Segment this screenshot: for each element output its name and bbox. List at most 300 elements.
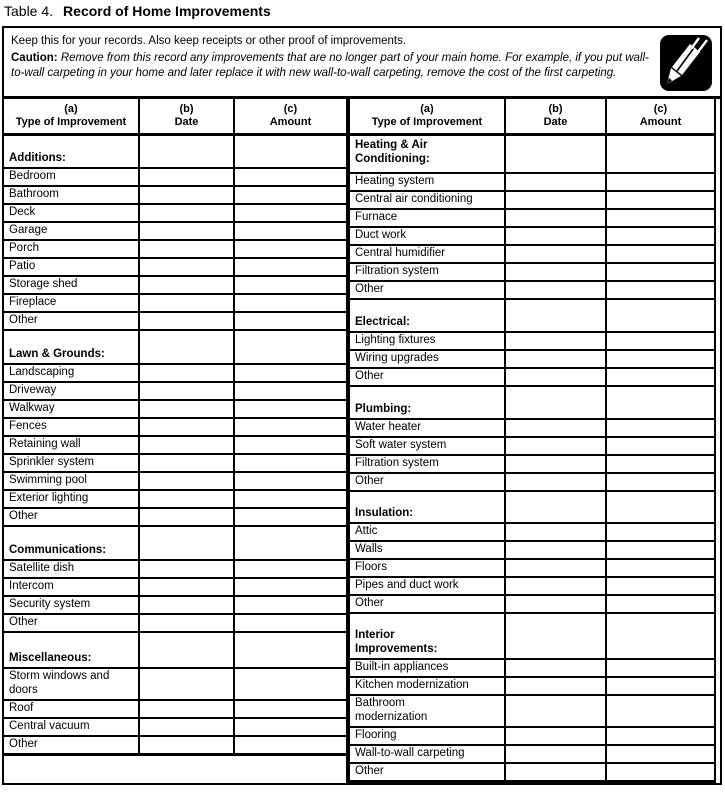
- improvement-label: Wiring upgrades: [355, 352, 439, 364]
- table-row: [350, 728, 716, 746]
- amount-blank-field: [607, 210, 716, 226]
- improvement-label-cell: [350, 174, 506, 190]
- amount-blank-field: [235, 509, 346, 525]
- date-blank-field: [140, 633, 235, 667]
- improvement-label: Landscaping: [9, 366, 75, 378]
- improvement-label: Lighting fixtures: [355, 334, 436, 346]
- table-row: [4, 365, 346, 383]
- amount-blank-field: [607, 492, 716, 522]
- improvement-label: Other: [9, 510, 38, 522]
- date-blank-field: [506, 542, 607, 558]
- amount-blank-field: [607, 282, 716, 298]
- amount-blank-field: [607, 578, 716, 594]
- table-row: [4, 419, 346, 437]
- date-blank-field: [506, 228, 607, 244]
- improvement-label-cell: [4, 701, 140, 717]
- right-column-headers: [350, 99, 716, 136]
- amount-blank-field: [235, 205, 346, 221]
- date-blank-field: [140, 401, 235, 417]
- section-row: [350, 387, 716, 420]
- date-blank-field: [506, 351, 607, 367]
- table-row: [350, 764, 716, 783]
- date-blank-field: [140, 701, 235, 717]
- amount-blank-field: [235, 527, 346, 559]
- date-blank-field: [506, 387, 607, 418]
- date-blank-field: [140, 737, 235, 753]
- improvement-label-cell: [4, 223, 140, 239]
- improvement-label: Satellite dish: [9, 562, 75, 574]
- keep-records-note: Keep this for your records. Also keep receipts or other proof of improvements.: [11, 35, 407, 47]
- date-blank-field: [140, 331, 235, 363]
- column-header-row: [4, 99, 720, 136]
- amount-blank-field: [235, 313, 346, 329]
- date-blank-field: [140, 473, 235, 489]
- improvement-label: Deck: [9, 206, 36, 218]
- section-row: [350, 300, 716, 333]
- table-row: [4, 259, 346, 277]
- category-label: Miscellaneous:: [9, 652, 92, 664]
- improvement-label-cell: [350, 578, 506, 594]
- category-label-cell: [350, 136, 506, 172]
- amount-blank-field: [607, 596, 716, 612]
- category-label-cell: [350, 300, 506, 331]
- date-blank-field: [506, 174, 607, 190]
- amount-blank-field: [235, 295, 346, 311]
- date-blank-field: [506, 264, 607, 280]
- improvement-label: Driveway: [9, 384, 57, 396]
- pencil-recordkeeping-icon: [660, 35, 712, 96]
- amount-blank-field: [235, 419, 346, 435]
- amount-blank-field: [235, 719, 346, 735]
- improvement-label: Filtration system: [355, 265, 439, 277]
- table-row: [4, 455, 346, 473]
- date-blank-field: [506, 210, 607, 226]
- improvement-label-cell: [350, 678, 506, 694]
- date-blank-field: [506, 246, 607, 262]
- amount-blank-field: [235, 365, 346, 381]
- amount-blank-field: [607, 764, 716, 780]
- table-row: [4, 313, 346, 331]
- improvement-label-cell: [350, 228, 506, 244]
- date-blank-field: [506, 764, 607, 780]
- date-blank-field: [506, 136, 607, 172]
- improvement-label: Sprinkler system: [9, 456, 94, 468]
- improvement-label: Exterior lighting: [9, 492, 89, 504]
- improvement-label-cell: [350, 524, 506, 540]
- date-blank-field: [506, 614, 607, 658]
- date-blank-field: [506, 333, 607, 349]
- amount-blank-field: [235, 455, 346, 471]
- date-blank-field: [506, 420, 607, 436]
- amount-blank-field: [607, 369, 716, 385]
- date-blank-field: [506, 578, 607, 594]
- amount-blank-field: [607, 438, 716, 454]
- instructions-text: [11, 34, 660, 82]
- date-blank-field: [140, 597, 235, 613]
- improvement-label-cell: [4, 277, 140, 293]
- table-outer-border: [2, 26, 722, 785]
- improvement-label-cell: [350, 596, 506, 612]
- table-row: [350, 578, 716, 596]
- date-blank-field: [140, 615, 235, 631]
- improvement-label-cell: [4, 205, 140, 221]
- category-label: Electrical:: [355, 316, 410, 328]
- amount-blank-field: [235, 277, 346, 293]
- category-label-cell: [4, 331, 140, 363]
- table-row: [350, 696, 716, 728]
- table-row: [350, 264, 716, 282]
- col-header-amount-right: [607, 99, 716, 133]
- amount-blank-field: [607, 136, 716, 172]
- improvement-label: Attic: [355, 525, 378, 537]
- improvement-label-cell: [4, 561, 140, 577]
- improvement-label-cell: [4, 509, 140, 525]
- date-blank-field: [506, 524, 607, 540]
- col-label-amount: Amount: [639, 116, 682, 128]
- amount-blank-field: [607, 228, 716, 244]
- improvement-label-cell: [350, 282, 506, 298]
- col-header-type-right: [350, 99, 506, 133]
- amount-blank-field: [607, 660, 716, 676]
- date-blank-field: [506, 492, 607, 522]
- left-column-headers: [4, 99, 346, 136]
- improvement-label-cell: [4, 491, 140, 507]
- improvement-label: Duct work: [355, 229, 407, 241]
- amount-blank-field: [607, 333, 716, 349]
- date-blank-field: [506, 560, 607, 576]
- improvement-label: Water heater: [355, 421, 422, 433]
- date-blank-field: [140, 223, 235, 239]
- amount-blank-field: [607, 456, 716, 472]
- improvement-label: Fences: [9, 420, 47, 432]
- table-row: [4, 491, 346, 509]
- improvement-label-cell: [350, 351, 506, 367]
- col-header-type-left: [4, 99, 140, 133]
- amount-blank-field: [607, 387, 716, 418]
- improvement-label-cell: [4, 313, 140, 329]
- improvement-label: Heating system: [355, 175, 435, 187]
- improvement-label-cell: [4, 169, 140, 185]
- section-row: [350, 136, 716, 174]
- improvement-label-cell: [4, 295, 140, 311]
- amount-blank-field: [235, 169, 346, 185]
- table-row: [4, 169, 346, 187]
- amount-blank-field: [235, 331, 346, 363]
- table-row: [4, 701, 346, 719]
- amount-blank-field: [235, 701, 346, 717]
- amount-blank-field: [235, 241, 346, 257]
- category-label: Heating & Air Conditioning:: [355, 139, 430, 165]
- date-blank-field: [506, 300, 607, 331]
- col-tag-c: (c): [283, 103, 298, 115]
- amount-blank-field: [235, 187, 346, 203]
- table-row: [350, 174, 716, 192]
- improvement-label-cell: [4, 259, 140, 275]
- improvement-label-cell: [350, 333, 506, 349]
- improvement-label-cell: [4, 579, 140, 595]
- date-blank-field: [140, 455, 235, 471]
- amount-blank-field: [607, 264, 716, 280]
- table-row: [4, 669, 346, 701]
- amount-blank-field: [607, 678, 716, 694]
- table-row: [4, 187, 346, 205]
- improvement-label: Other: [9, 314, 38, 326]
- right-improvements-table: [350, 136, 716, 783]
- table-row: [4, 205, 346, 223]
- category-label: Plumbing:: [355, 403, 412, 415]
- section-row: [4, 527, 346, 561]
- amount-blank-field: [235, 437, 346, 453]
- improvement-label: Other: [9, 738, 38, 750]
- table-row: [4, 223, 346, 241]
- table-row: [4, 719, 346, 737]
- improvement-label: Walkway: [9, 402, 55, 414]
- date-blank-field: [140, 419, 235, 435]
- amount-blank-field: [235, 669, 346, 699]
- amount-blank-field: [607, 542, 716, 558]
- improvement-label: Filtration system: [355, 457, 439, 469]
- date-blank-field: [506, 696, 607, 726]
- amount-blank-field: [235, 597, 346, 613]
- col-tag-b: (b): [548, 103, 563, 115]
- table-row: [350, 351, 716, 369]
- improvement-label-cell: [350, 192, 506, 208]
- col-header-amount-left: [235, 99, 346, 133]
- improvement-label-cell: [4, 365, 140, 381]
- left-improvements-table: [4, 136, 346, 756]
- improvement-label-cell: [4, 669, 140, 699]
- date-blank-field: [140, 277, 235, 293]
- improvement-label: Bathroom: [9, 188, 59, 200]
- improvement-label: Kitchen modernization: [355, 679, 469, 691]
- improvement-label: Floors: [355, 561, 387, 573]
- improvement-label: Flooring: [355, 729, 397, 741]
- amount-blank-field: [607, 474, 716, 490]
- date-blank-field: [140, 437, 235, 453]
- table-title: [4, 3, 271, 19]
- improvement-label: Bathroom modernization: [355, 697, 428, 723]
- improvement-label: Security system: [9, 598, 91, 610]
- improvement-label: Central vacuum: [9, 720, 90, 732]
- date-blank-field: [506, 746, 607, 762]
- improvement-label-cell: [350, 210, 506, 226]
- table-row: [4, 241, 346, 259]
- table-row: [4, 473, 346, 491]
- date-blank-field: [140, 579, 235, 595]
- amount-blank-field: [607, 728, 716, 744]
- improvement-label: Garage: [9, 224, 48, 236]
- improvement-label-cell: [4, 437, 140, 453]
- improvement-label: Storm windows and doors: [9, 670, 110, 696]
- improvement-label-cell: [350, 246, 506, 262]
- category-label-cell: [350, 614, 506, 658]
- amount-blank-field: [235, 383, 346, 399]
- improvement-label-cell: [350, 542, 506, 558]
- table-row: [350, 524, 716, 542]
- category-label: Lawn & Grounds:: [9, 348, 105, 360]
- table-row: [4, 437, 346, 455]
- section-row: [350, 614, 716, 660]
- table-row: [4, 383, 346, 401]
- table-row: [4, 295, 346, 313]
- improvement-label: Porch: [9, 242, 40, 254]
- date-blank-field: [140, 527, 235, 559]
- date-blank-field: [140, 136, 235, 167]
- date-blank-field: [140, 383, 235, 399]
- date-blank-field: [140, 259, 235, 275]
- improvement-label-cell: [350, 456, 506, 472]
- table-row: [350, 474, 716, 492]
- table-row: [350, 660, 716, 678]
- amount-blank-field: [235, 473, 346, 489]
- improvement-label: Pipes and duct work: [355, 579, 459, 591]
- date-blank-field: [140, 365, 235, 381]
- improvement-label-cell: [350, 369, 506, 385]
- table-row: [350, 746, 716, 764]
- table-row: [350, 192, 716, 210]
- improvement-label: Intercom: [9, 580, 54, 592]
- col-label-amount: Amount: [269, 116, 312, 128]
- amount-blank-field: [607, 351, 716, 367]
- amount-blank-field: [235, 259, 346, 275]
- date-blank-field: [506, 282, 607, 298]
- date-blank-field: [506, 456, 607, 472]
- improvement-label-cell: [4, 455, 140, 471]
- table-row: [350, 420, 716, 438]
- table-row: [350, 560, 716, 578]
- improvement-label-cell: [4, 383, 140, 399]
- category-label: Additions:: [9, 152, 66, 164]
- improvement-label-cell: [350, 728, 506, 744]
- improvement-label-cell: [4, 719, 140, 735]
- improvement-label: Other: [355, 597, 384, 609]
- table-row: [350, 678, 716, 696]
- improvement-label-cell: [4, 615, 140, 631]
- date-blank-field: [506, 678, 607, 694]
- table-number: Table 4.: [4, 3, 54, 19]
- improvement-label: Bedroom: [9, 170, 56, 182]
- amount-blank-field: [607, 614, 716, 658]
- col-header-date-left: [140, 99, 235, 133]
- table-row: [4, 277, 346, 295]
- table-row: [4, 509, 346, 527]
- improvement-label: Central air conditioning: [355, 193, 473, 205]
- improvement-label-cell: [350, 420, 506, 436]
- improvement-label-cell: [350, 474, 506, 490]
- improvement-label: Built-in appliances: [355, 661, 449, 673]
- improvement-label: Furnace: [355, 211, 398, 223]
- improvement-label-cell: [350, 438, 506, 454]
- date-blank-field: [506, 596, 607, 612]
- amount-blank-field: [607, 746, 716, 762]
- improvement-label: Other: [355, 370, 384, 382]
- amount-blank-field: [607, 696, 716, 726]
- date-blank-field: [140, 169, 235, 185]
- caution-note: [11, 51, 650, 82]
- section-row: [4, 136, 346, 169]
- amount-blank-field: [607, 420, 716, 436]
- amount-blank-field: [235, 579, 346, 595]
- improvement-label-cell: [4, 187, 140, 203]
- date-blank-field: [140, 719, 235, 735]
- improvement-label-cell: [4, 241, 140, 257]
- amount-blank-field: [235, 491, 346, 507]
- table-row: [4, 615, 346, 633]
- table-row: [4, 561, 346, 579]
- table-row: [350, 456, 716, 474]
- improvement-label: Swimming pool: [9, 474, 87, 486]
- improvement-label: Storage shed: [9, 278, 78, 290]
- table-row: [350, 333, 716, 351]
- table-row: [350, 246, 716, 264]
- amount-blank-field: [607, 246, 716, 262]
- amount-blank-field: [235, 401, 346, 417]
- improvement-label: Soft water system: [355, 439, 447, 451]
- improvement-label: Roof: [9, 702, 34, 714]
- date-blank-field: [140, 313, 235, 329]
- section-row: [4, 331, 346, 365]
- date-blank-field: [506, 192, 607, 208]
- improvement-label: Retaining wall: [9, 438, 81, 450]
- date-blank-field: [506, 438, 607, 454]
- amount-blank-field: [607, 524, 716, 540]
- col-label-date: Date: [174, 116, 199, 128]
- record-tables: [4, 136, 720, 783]
- category-label: Communications:: [9, 544, 107, 556]
- improvement-label-cell: [350, 560, 506, 576]
- category-label: Insulation:: [355, 507, 414, 519]
- improvement-label: Walls: [355, 543, 383, 555]
- caution-text: Remove from this record any improvements that are no longer part of your main home. For example, if you put wall-to-wall carpeting in your home and later replace it with new wall-to-wall carpeting, remove the cost of the first carpeting.: [11, 51, 649, 79]
- improvement-label-cell: [4, 401, 140, 417]
- improvement-label: Patio: [9, 260, 36, 272]
- amount-blank-field: [235, 223, 346, 239]
- section-row: [350, 492, 716, 524]
- date-blank-field: [140, 561, 235, 577]
- amount-blank-field: [607, 174, 716, 190]
- date-blank-field: [140, 491, 235, 507]
- amount-blank-field: [607, 192, 716, 208]
- date-blank-field: [140, 241, 235, 257]
- improvement-label: Other: [9, 616, 38, 628]
- improvement-label-cell: [350, 660, 506, 676]
- table-row: [350, 228, 716, 246]
- table-row: [350, 438, 716, 456]
- caution-label: Caution:: [11, 51, 58, 64]
- table-row: [350, 210, 716, 228]
- amount-blank-field: [235, 633, 346, 667]
- table-row: [4, 597, 346, 615]
- date-blank-field: [140, 669, 235, 699]
- date-blank-field: [506, 474, 607, 490]
- table-row: [350, 596, 716, 614]
- col-tag-a: (a): [64, 103, 78, 115]
- date-blank-field: [506, 660, 607, 676]
- category-label-cell: [4, 527, 140, 559]
- improvement-label-cell: [4, 737, 140, 753]
- improvement-label: Other: [355, 283, 384, 295]
- section-row: [4, 633, 346, 669]
- date-blank-field: [140, 187, 235, 203]
- col-tag-c: (c): [653, 103, 668, 115]
- category-label-cell: [350, 492, 506, 522]
- amount-blank-field: [607, 560, 716, 576]
- improvement-label: Wall-to-wall carpeting: [355, 747, 465, 759]
- col-label-date: Date: [543, 116, 568, 128]
- table-row: [4, 737, 346, 756]
- table-row: [350, 369, 716, 387]
- improvement-label-cell: [350, 696, 506, 726]
